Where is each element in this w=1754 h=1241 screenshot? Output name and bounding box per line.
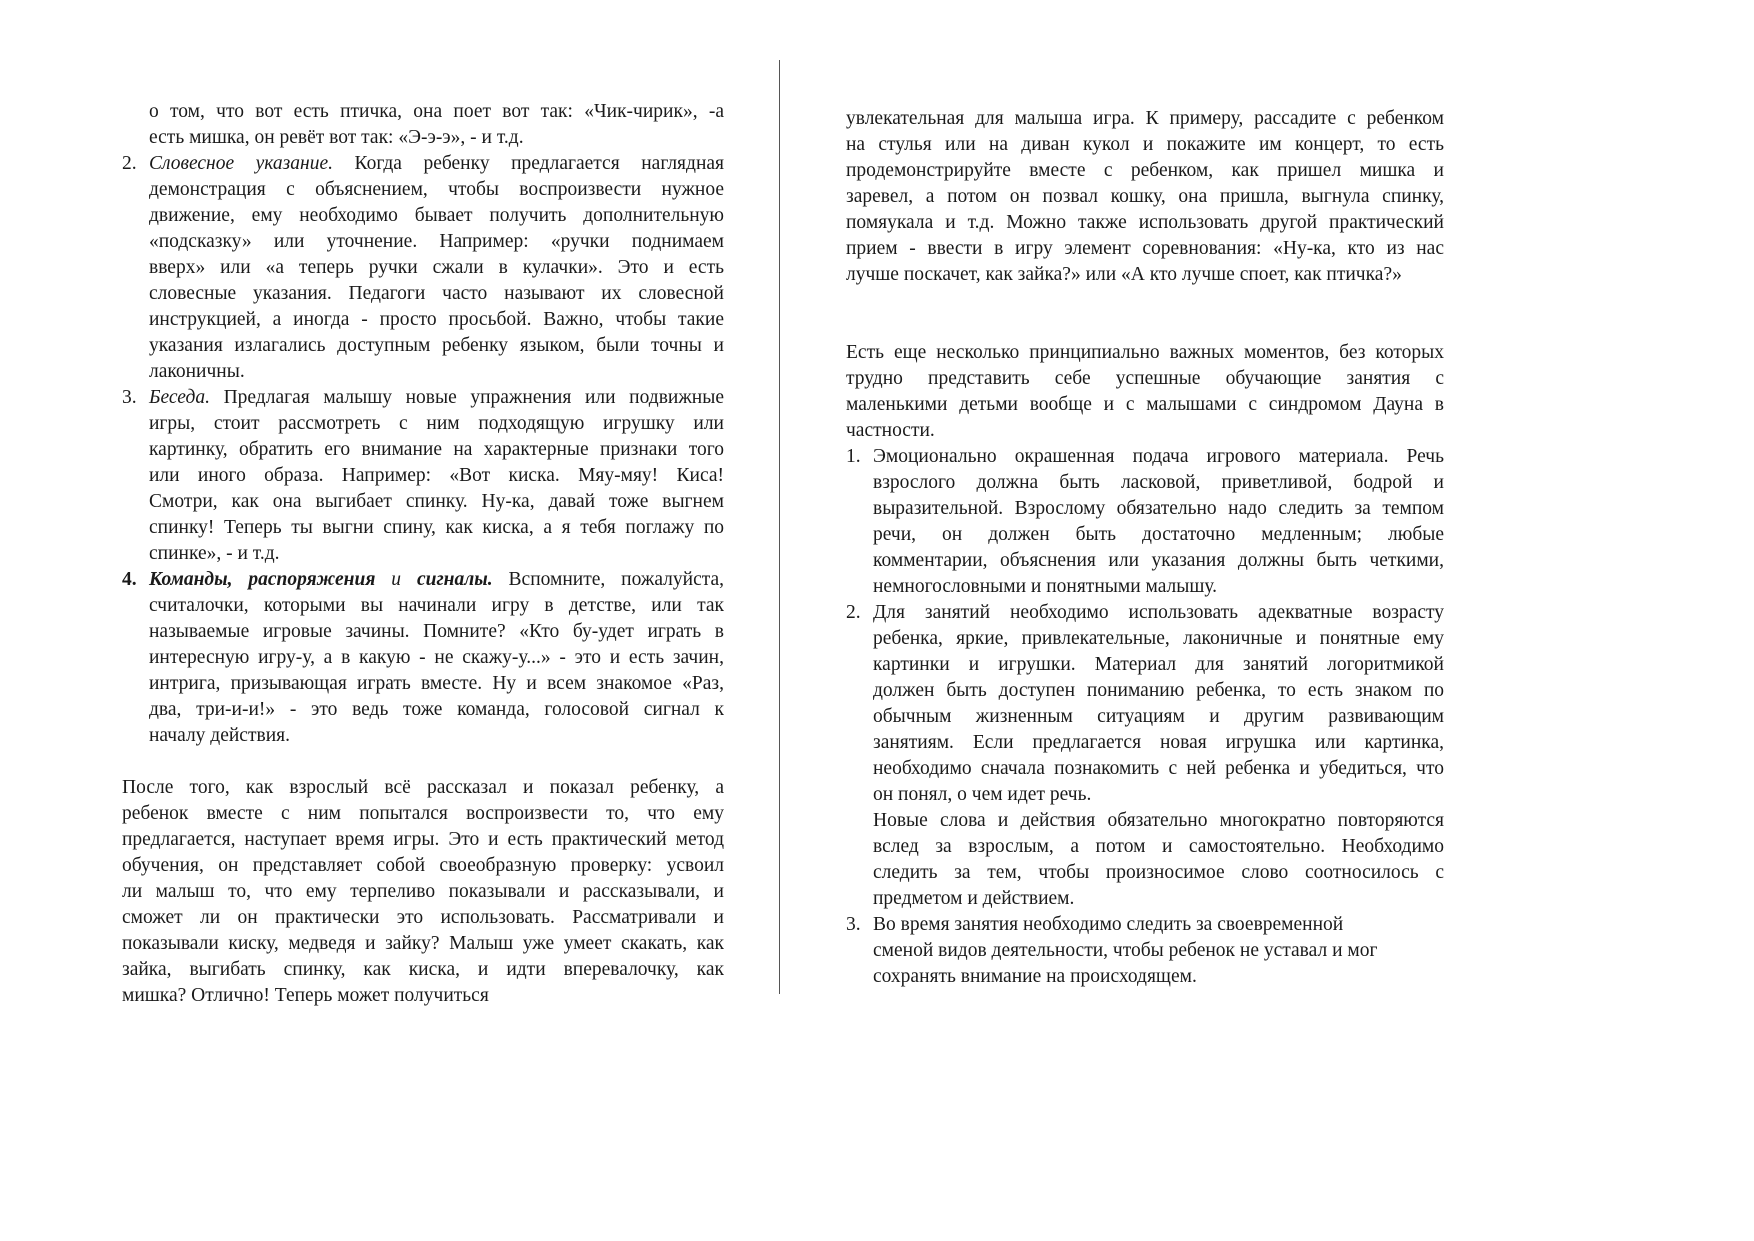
text-line: спинке», - и т.д. bbox=[149, 543, 280, 564]
text-line: ли малыш то, что ему терпеливо показывали и рассказывали, и bbox=[122, 881, 724, 902]
text-line: лучше поскачет, как зайка?» или «А кто лучше споет, как птичка?» bbox=[846, 264, 1402, 285]
text-line: началу действия. bbox=[149, 725, 290, 746]
text-line: занятиям. Если предлагается новая игрушка или картинка, bbox=[873, 732, 1444, 753]
line-text: Вспомните, пожалуйста, bbox=[508, 569, 725, 590]
text-line: сменой видов деятельности, чтобы ребенок не уставал и мог bbox=[873, 940, 1378, 961]
text-line: словесные указания. Педагоги часто называют их словесной bbox=[149, 283, 724, 304]
list-item-activity-change bbox=[846, 912, 1444, 990]
text-line: интересную игру-у, а в какую - не скажу-у...» - это и есть зачин, bbox=[149, 647, 724, 668]
text-line: трудно представить себе успешные обучающие занятия с bbox=[846, 368, 1444, 389]
text-line bbox=[149, 567, 724, 593]
text-line: он понял, о чем идет речь. bbox=[873, 784, 1092, 805]
text-line: выразительной. Взрослому обязательно надо следить за темпом bbox=[873, 498, 1444, 519]
text-line: показывали киску, медведя и зайку? Малыш уже умеет скакать, как bbox=[122, 933, 724, 954]
text-line: лаконичны. bbox=[149, 361, 245, 382]
text-line: обучения, он представляет собой своеобразную проверку: усвоил bbox=[122, 855, 724, 876]
text-line: помяукала и т.д. Можно также использовать другой практический bbox=[846, 212, 1444, 233]
text-line: называемые игровые зачины. Помните? «Кто бу-удет играть в bbox=[149, 621, 724, 642]
list-item-conversation bbox=[122, 385, 724, 567]
text-line: картинку, обратить его внимание на характерные признаки того bbox=[149, 439, 724, 460]
text-line: сможет ли он практически это использовать. Рассматривали и bbox=[122, 907, 724, 928]
list-number: 1. bbox=[846, 446, 861, 467]
text-line bbox=[149, 151, 724, 177]
list-number: 2. bbox=[846, 602, 861, 623]
text-line: инструкцией, а иногда - просто просьбой. Важно, чтобы такие bbox=[149, 309, 724, 330]
text-line: прием - ввести в игру элемент соревнования: «Ну-ка, кто из нас bbox=[846, 238, 1444, 259]
item-term: Беседа. bbox=[149, 387, 210, 408]
text-line: Во время занятия необходимо следить за своевременной bbox=[873, 914, 1344, 935]
text-line: «подсказку» или уточнение. Например: «ручки поднимаем bbox=[149, 231, 724, 252]
text-line: Новые слова и действия обязательно многократно повторяются bbox=[873, 810, 1444, 831]
column-divider bbox=[779, 60, 780, 994]
list-number: 3. bbox=[122, 387, 137, 408]
left-column bbox=[122, 99, 724, 1009]
text-line: Эмоционально окрашенная подача игрового материала. Речь bbox=[873, 446, 1444, 467]
text-line: заревел, а потом он позвал кошку, она пришла, выгнула спинку, bbox=[846, 186, 1444, 207]
text-line: ребенок вместе с ним попытался воспроизвести то, что ему bbox=[122, 803, 724, 824]
text-line: должен быть доступен пониманию ребенка, то есть знаком по bbox=[873, 680, 1444, 701]
left-intro bbox=[122, 99, 724, 151]
right-paragraph bbox=[846, 340, 1444, 444]
text-line: комментарии, объяснения или указания должны быть четкими, bbox=[873, 550, 1444, 571]
text-line: интрига, призывающая играть вместе. Ну и всем знакомое «Раз, bbox=[149, 673, 724, 694]
text-line: есть мишка, он ревёт вот так: «Э-э-э», - и т.д. bbox=[149, 127, 524, 148]
text-line: Для занятий необходимо использовать адекватные возрасту bbox=[873, 602, 1444, 623]
text-line: взрослого должна быть ласковой, приветливой, бодрой и bbox=[873, 472, 1444, 493]
item-term: Словесное указание. bbox=[149, 153, 333, 174]
text-line: демонстрация с объяснением, чтобы воспроизвести нужное bbox=[149, 179, 724, 200]
text-line: считалочки, которыми вы начинали игру в детстве, или так bbox=[149, 595, 724, 616]
text-line bbox=[149, 385, 724, 411]
text-line: на стулья или на диван кукол и покажите им концерт, то есть bbox=[846, 134, 1444, 155]
text-line: о том, что вот есть птичка, она поет вот так: «Чик-чирик», -а bbox=[149, 101, 724, 122]
right-intro bbox=[846, 106, 1444, 288]
list-item-emotional-delivery bbox=[846, 444, 1444, 600]
text-line: игры, стоит рассмотреть с ним подходящую игрушку или bbox=[149, 413, 724, 434]
list-item-verbal-instruction bbox=[122, 151, 724, 385]
spacer bbox=[846, 288, 1444, 340]
text-line: немногословными и понятными малышу. bbox=[873, 576, 1218, 597]
text-line: Есть еще несколько принципиально важных моментов, без которых bbox=[846, 342, 1444, 363]
text-line: движение, ему необходимо бывает получить дополнительную bbox=[149, 205, 724, 226]
item-term-and: и bbox=[391, 569, 402, 590]
list-item-materials bbox=[846, 600, 1444, 912]
text-line: следить за тем, чтобы произносимое слово соотносилось с bbox=[873, 862, 1444, 883]
spacer bbox=[122, 749, 724, 775]
text-line: обычным жизненным ситуациям и другим развивающим bbox=[873, 706, 1444, 727]
text-line: мишка? Отлично! Теперь может получиться bbox=[122, 985, 489, 1006]
text-line: или иного образа. Например: «Вот киска. Мяу-мяу! Киса! bbox=[149, 465, 724, 486]
text-line: вслед за взрослым, а потом и самостоятельно. Необходимо bbox=[873, 836, 1444, 857]
text-line: После того, как взрослый всё рассказал и показал ребенку, а bbox=[122, 777, 724, 798]
right-column bbox=[846, 106, 1444, 990]
text-line: указания излагались доступным ребенку языком, были точны и bbox=[149, 335, 724, 356]
text-line: ребенка, яркие, привлекательные, лаконичные и понятные ему bbox=[873, 628, 1444, 649]
text-line: вверх» или «а теперь ручки сжали в кулачки». Это и есть bbox=[149, 257, 724, 278]
item-term: Команды, распоряжения bbox=[149, 569, 376, 590]
text-line: два, три-и-и!» - это ведь тоже команда, голосовой сигнал к bbox=[149, 699, 724, 720]
text-line: предлагается, наступает время игры. Это и есть практический метод bbox=[122, 829, 724, 850]
list-number: 2. bbox=[122, 153, 137, 174]
text-line: предметом и действием. bbox=[873, 888, 1075, 909]
text-line: необходимо сначала познакомить с ней ребенка и убедиться, что bbox=[873, 758, 1444, 779]
text-line: частности. bbox=[846, 420, 935, 441]
line-text: Когда ребенку предлагается наглядная bbox=[354, 153, 725, 174]
text-line: спинку! Теперь ты выгни спину, как киска, а я тебя поглажу по bbox=[149, 517, 724, 538]
text-line: картинки и игрушки. Материал для занятий логоритмикой bbox=[873, 654, 1444, 675]
text-line: Смотри, как она выгибает спинку. Ну-ка, давай тоже выгнем bbox=[149, 491, 724, 512]
text-line: маленькими детьми вообще и с малышами с синдромом Дауна в bbox=[846, 394, 1444, 415]
text-line: продемонстрируйте вместе с ребенком, как пришел мишка и bbox=[846, 160, 1444, 181]
left-closing-paragraph bbox=[122, 775, 724, 1009]
line-text: Предлагая малышу новые упражнения или подвижные bbox=[223, 387, 725, 408]
list-number: 3. bbox=[846, 914, 861, 935]
list-item-commands bbox=[122, 567, 724, 749]
text-line: сохранять внимание на происходящем. bbox=[873, 966, 1197, 987]
item-term: сигналы. bbox=[416, 569, 493, 590]
text-line: речи, он должен быть достаточно медленным; любые bbox=[873, 524, 1444, 545]
list-number: 4. bbox=[122, 569, 137, 590]
text-line: увлекательная для малыша игра. К примеру, рассадите с ребенком bbox=[846, 108, 1444, 129]
text-line: зайка, выгибать спинку, как киска, и идти вперевалочку, как bbox=[122, 959, 724, 980]
